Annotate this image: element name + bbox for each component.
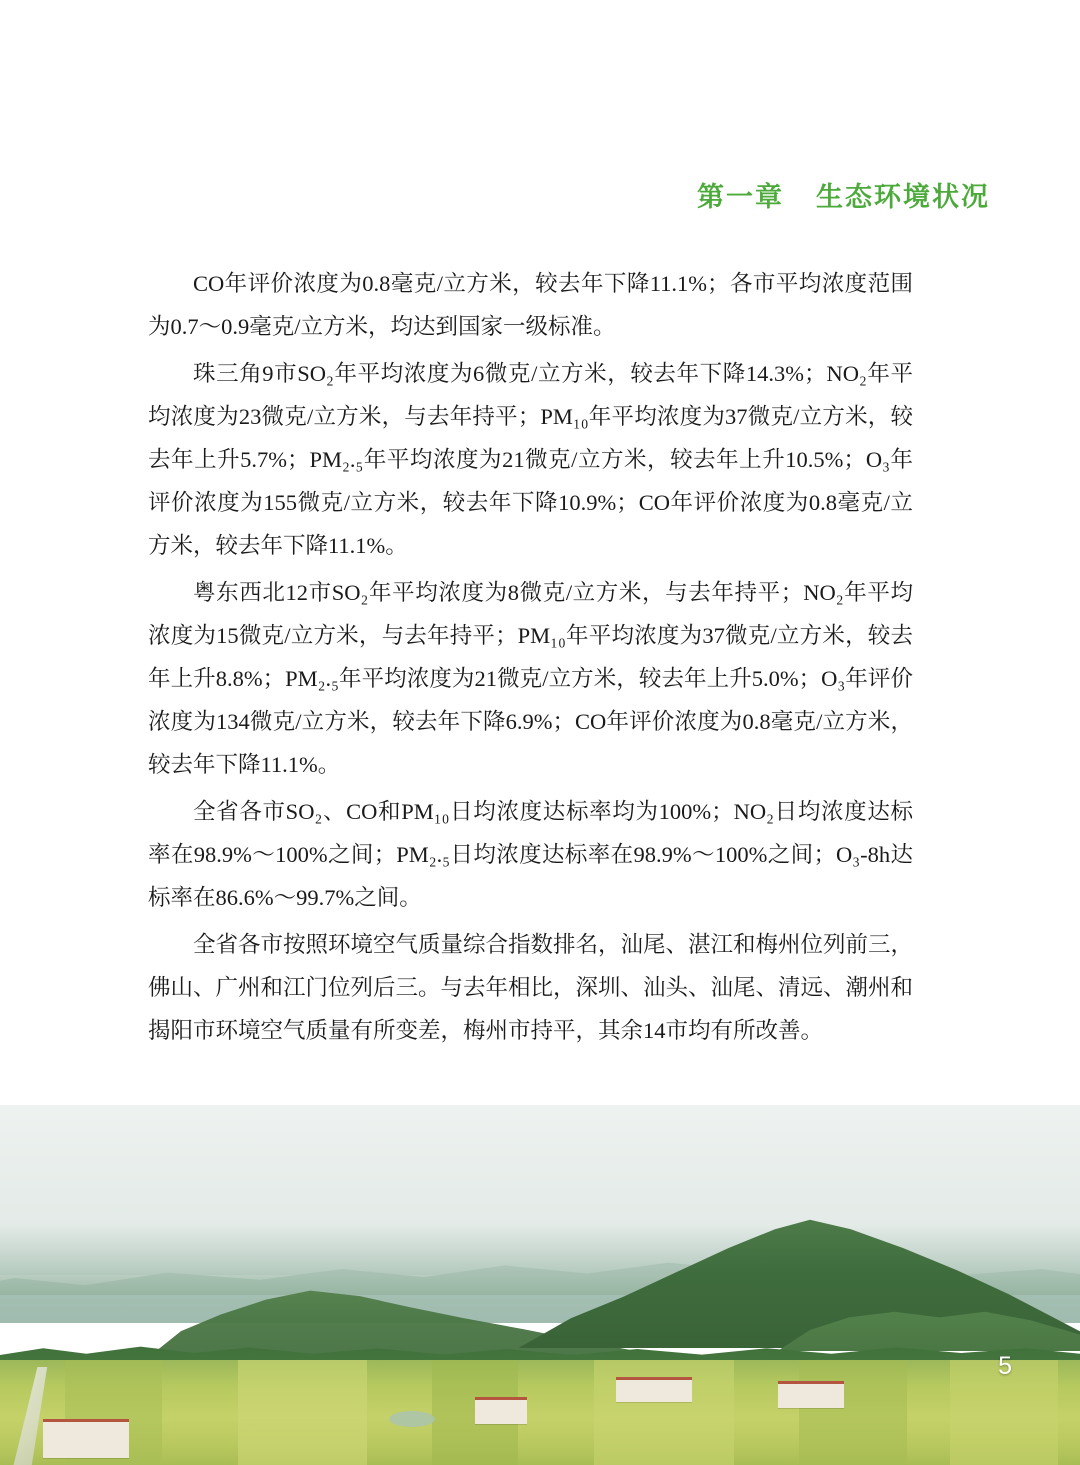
village-houses (616, 1377, 692, 1402)
village-houses (43, 1419, 129, 1458)
field-strip (594, 1360, 734, 1465)
paragraph-3: 粤东西北12市SO₂年平均浓度为8微克/立方米，与去年持平；NO₂年平均浓度为15微克/立方米，与去年持平；PM₁₀年平均浓度为37微克/立方米，较去年上升8.8%；PM₂.₅年平均浓度为21微克/立方米，较去年上升5.0%；O₃年评价浓度为134微克/立方米，较去年下降6.9%；CO年评价浓度为0.8毫克/立方米，较去年下降11.1%。 (148, 580, 913, 777)
paragraph-4: 全省各市SO₂、CO和PM₁₀日均浓度达标率均为100%；NO₂日均浓度达标率在98.9%～100%之间；PM₂.₅日均浓度达标率在98.9%～100%之间；O₃-8h达标率在86.6%～99.7%之间。 (148, 799, 913, 910)
village-houses (475, 1397, 527, 1424)
page-number: 5 (998, 1352, 1012, 1380)
pond (389, 1411, 435, 1427)
chapter-title: 生态环境状况 (816, 182, 990, 212)
field-strip (238, 1360, 368, 1465)
chapter-number: 第一章 (697, 182, 784, 212)
paragraph-2: 珠三角9市SO₂年平均浓度为6微克/立方米，较去年下降14.3%；NO₂年平均浓度为23微克/立方米，与去年持平；PM₁₀年平均浓度为37微克/立方米，较去年上升5.7%；PM₂.₅年平均浓度为21微克/立方米，较去年上升10.5%；O₃年评价浓度为155微克/立方米，较去年下降10.9%；CO年评价浓度为0.8毫克/立方米，较去年下降11.1%。 (148, 361, 913, 558)
field-strip (799, 1360, 907, 1465)
paragraph-5: 全省各市按照环境空气质量综合指数排名，汕尾、湛江和梅州位列前三，佛山、广州和江门位列后三。与去年相比，深圳、汕头、汕尾、清远、潮州和揭阳市环境空气质量有所变差，梅州市持平，其余14市均有所改善。 (148, 932, 914, 1043)
landscape-photo (0, 1105, 1080, 1465)
body-text (148, 262, 913, 1056)
chapter-header (697, 175, 990, 214)
rice-fields (0, 1360, 1080, 1465)
village-houses (778, 1381, 844, 1408)
paragraph-1: CO年评价浓度为0.8毫克/立方米，较去年下降11.1%；各市平均浓度范围为0.7～0.9毫克/立方米，均达到国家一级标准。 (148, 271, 913, 339)
